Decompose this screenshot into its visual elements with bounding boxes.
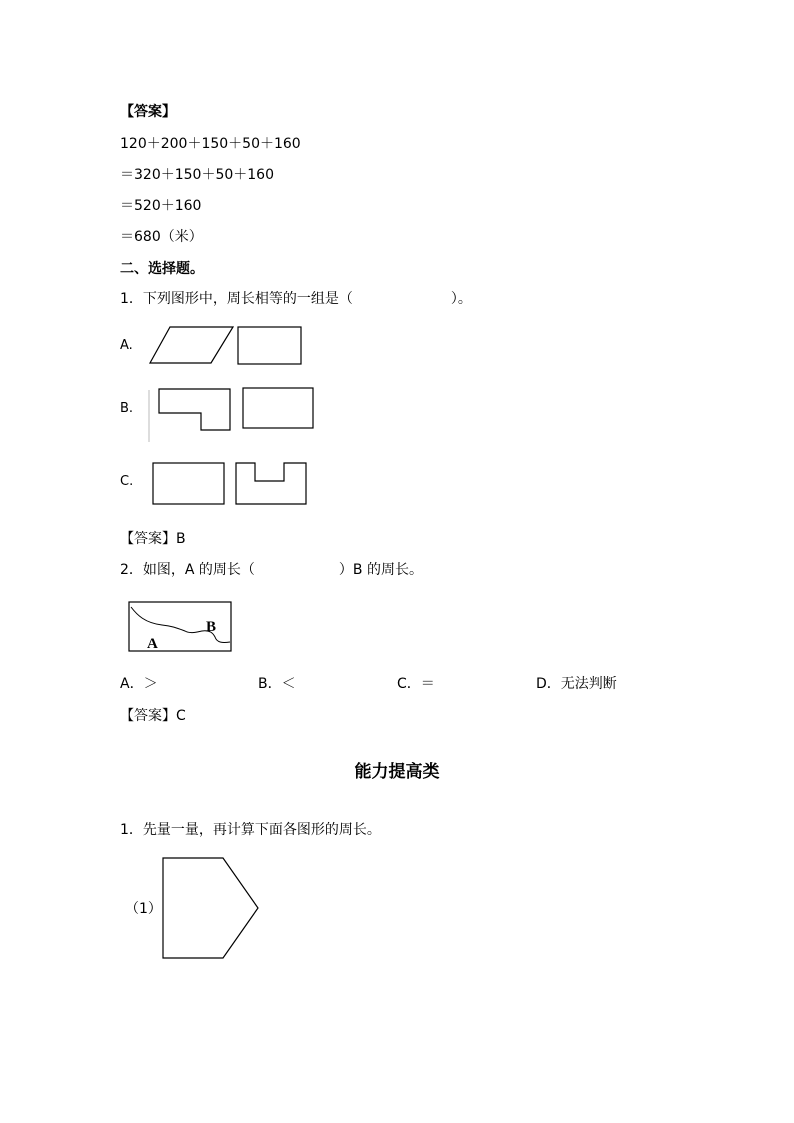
option-c-figures xyxy=(151,461,311,507)
option-b-figures xyxy=(145,386,320,444)
choice-b: B．＜ xyxy=(258,676,296,692)
question-2-answer: 【答案】C xyxy=(120,708,186,724)
question-1-answer: 【答案】B xyxy=(120,531,186,547)
question-1-text: 1．下列图形中，周长相等的一组是（ ）。 xyxy=(120,291,472,307)
section-heading-advanced: 能力提高类 xyxy=(354,762,440,782)
option-c-label: C. xyxy=(120,474,134,489)
parallelogram-shape xyxy=(150,327,233,363)
pentagon-shape xyxy=(163,858,258,958)
calc-line-3: ＝520＋160 xyxy=(120,198,202,214)
option-b-label: B. xyxy=(120,401,134,416)
pentagon-figure xyxy=(161,856,263,962)
option-a-figures xyxy=(148,325,308,367)
question-2-figure xyxy=(127,601,233,653)
question-2-text: 2．如图，A 的周长（ ）B 的周长。 xyxy=(120,562,423,578)
region-label-a: A xyxy=(147,636,158,652)
choice-d: D．无法判断 xyxy=(536,676,617,692)
section-title-choice: 二、选择题。 xyxy=(120,261,204,277)
calc-line-2: ＝320＋150＋50＋160 xyxy=(120,167,274,183)
option-a-label: A. xyxy=(120,338,133,353)
calc-line-1: 120＋200＋150＋50＋160 xyxy=(120,136,301,152)
choice-c: C．＝ xyxy=(397,676,435,692)
notched-rectangle-shape xyxy=(236,463,306,504)
answer-label: 【答案】 xyxy=(120,104,176,120)
question-3-text: 1．先量一量，再计算下面各图形的周长。 xyxy=(120,822,381,838)
l-shape xyxy=(159,389,230,430)
region-label-b: B xyxy=(206,619,217,635)
rectangle-shape xyxy=(243,388,313,428)
sub-question-label: （1） xyxy=(125,901,162,917)
rectangle-shape xyxy=(153,463,224,504)
choice-a: A．＞ xyxy=(120,676,158,692)
rectangle-shape xyxy=(238,327,301,364)
calc-line-4: ＝680（米） xyxy=(120,229,203,245)
